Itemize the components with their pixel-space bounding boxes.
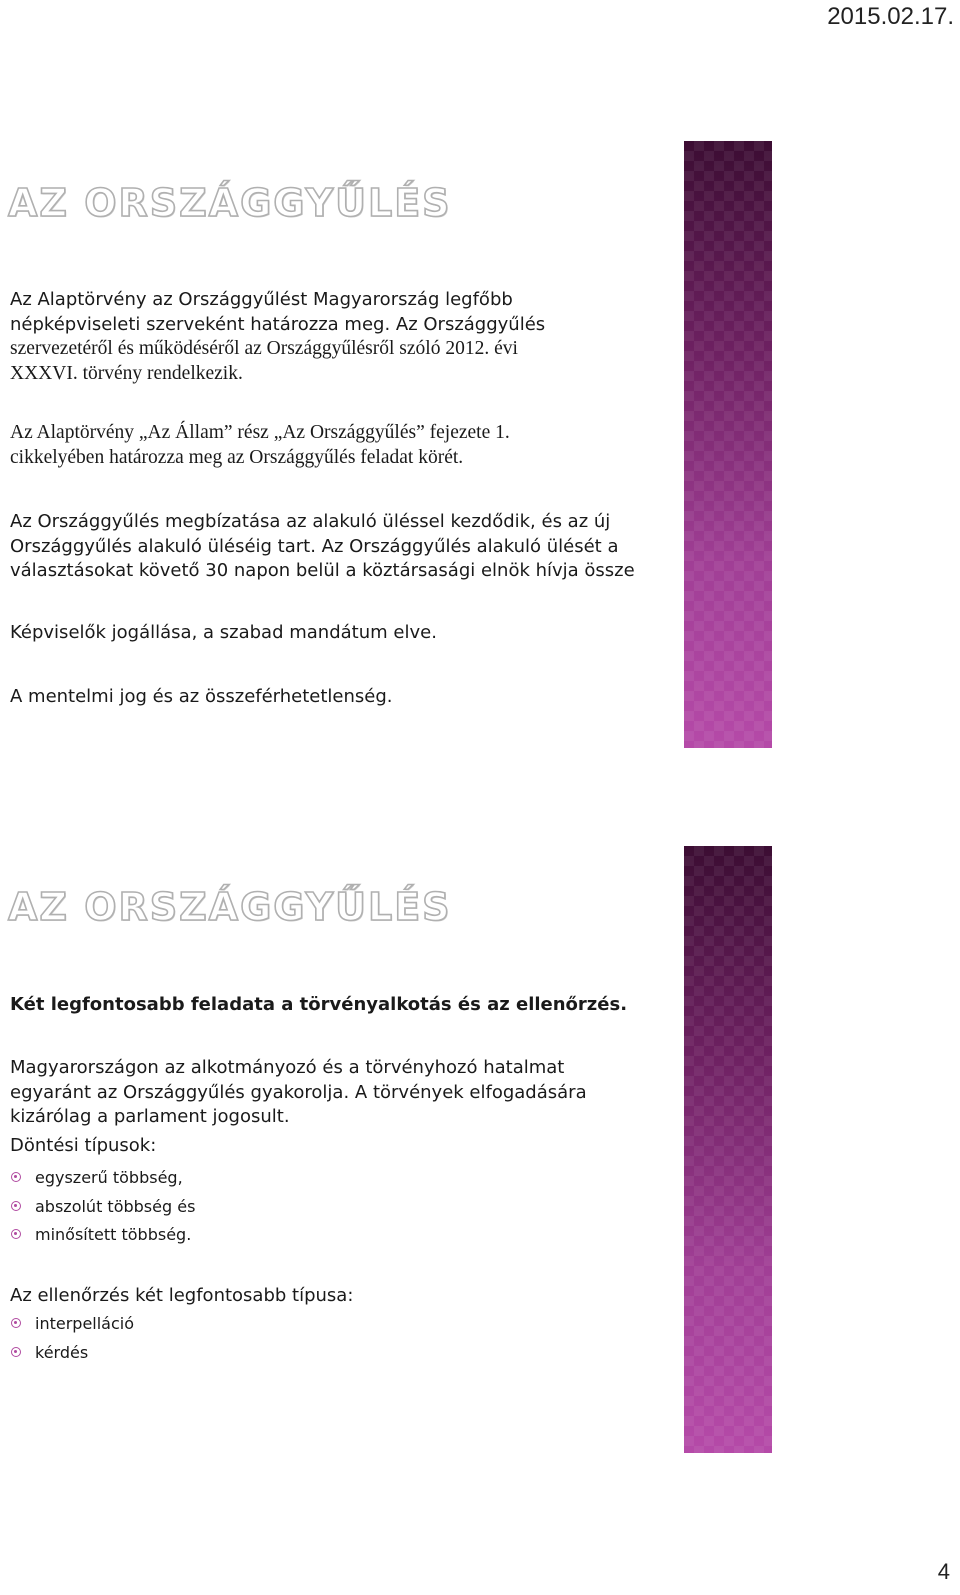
text-line: kizárólag a parlament jogosult. — [10, 1106, 290, 1127]
page-number: 4 — [937, 1559, 950, 1584]
decision-types-heading: Döntési típusok: — [10, 1135, 157, 1156]
decorative-side-bar — [684, 846, 772, 1453]
list-item: interpelláció — [10, 1310, 134, 1339]
text-line: Az Alaptörvény „Az Állam” rész „Az Országgyűlés” fejezete 1. — [10, 422, 510, 443]
text-line: XXXVI. törvény rendelkezik. — [10, 362, 243, 384]
bullet-icon — [11, 1201, 21, 1211]
slide1-title: AZ ORSZÁGGYŰLÉS — [8, 181, 452, 225]
slide1-paragraph-5: A mentelmi jog és az összeférhetetlenség. — [10, 686, 393, 707]
slide1-paragraph-2 — [10, 421, 635, 470]
slide1-paragraph-4: Képviselők jogállása, a szabad mandátum elve. — [10, 622, 437, 643]
bullet-icon — [11, 1318, 21, 1328]
control-types-heading: Az ellenőrzés két legfontosabb típusa: — [10, 1285, 354, 1306]
list-item: egyszerű többség, — [10, 1164, 195, 1193]
slide2-paragraph-1 — [10, 1056, 635, 1130]
bullet-icon — [11, 1347, 21, 1357]
text-line: Az Alaptörvény az Országgyűlést Magyarország legfőbb — [10, 289, 513, 310]
slide1-paragraph-1 — [10, 288, 635, 386]
text-line: Az Országgyűlés megbízatása az alakuló üléssel kezdődik, és az új — [10, 511, 611, 532]
header-date: 2015.02.17. — [827, 3, 954, 30]
bullet-icon — [11, 1172, 21, 1182]
list-item: kérdés — [10, 1339, 134, 1368]
decision-types-list — [10, 1164, 195, 1250]
text-line: cikkelyében határozza meg az Országgyűlés feladat körét. — [10, 446, 464, 468]
slide2-lead: Két legfontosabb feladata a törvényalkotás és az ellenőrzés. — [10, 994, 628, 1015]
text-line: egyaránt az Országgyűlés gyakorolja. A törvények elfogadására — [10, 1081, 587, 1103]
text-line: Magyarországon az alkotmányozó és a törvényhozó hatalmat — [10, 1057, 565, 1078]
text-line: Országgyűlés alakuló üléséig tart. Az Országgyűlés alakuló ülését a — [10, 535, 619, 557]
list-item: abszolút többség és — [10, 1193, 195, 1222]
text-line: népképviseleti szerveként határozza meg. Az Országgyűlés — [10, 313, 546, 335]
slide1-paragraph-3 — [10, 510, 635, 584]
control-types-list — [10, 1310, 134, 1367]
slide2-title: AZ ORSZÁGGYŰLÉS — [8, 885, 452, 929]
bullet-icon — [11, 1229, 21, 1239]
list-item: minősített többség. — [10, 1221, 195, 1250]
text-line: választásokat követő 30 napon belül a köztársasági elnök hívja össze — [10, 560, 635, 581]
decorative-side-bar — [684, 141, 772, 748]
text-line: szervezetéről és működéséről az Országgyűlésről szóló 2012. évi — [10, 338, 518, 359]
